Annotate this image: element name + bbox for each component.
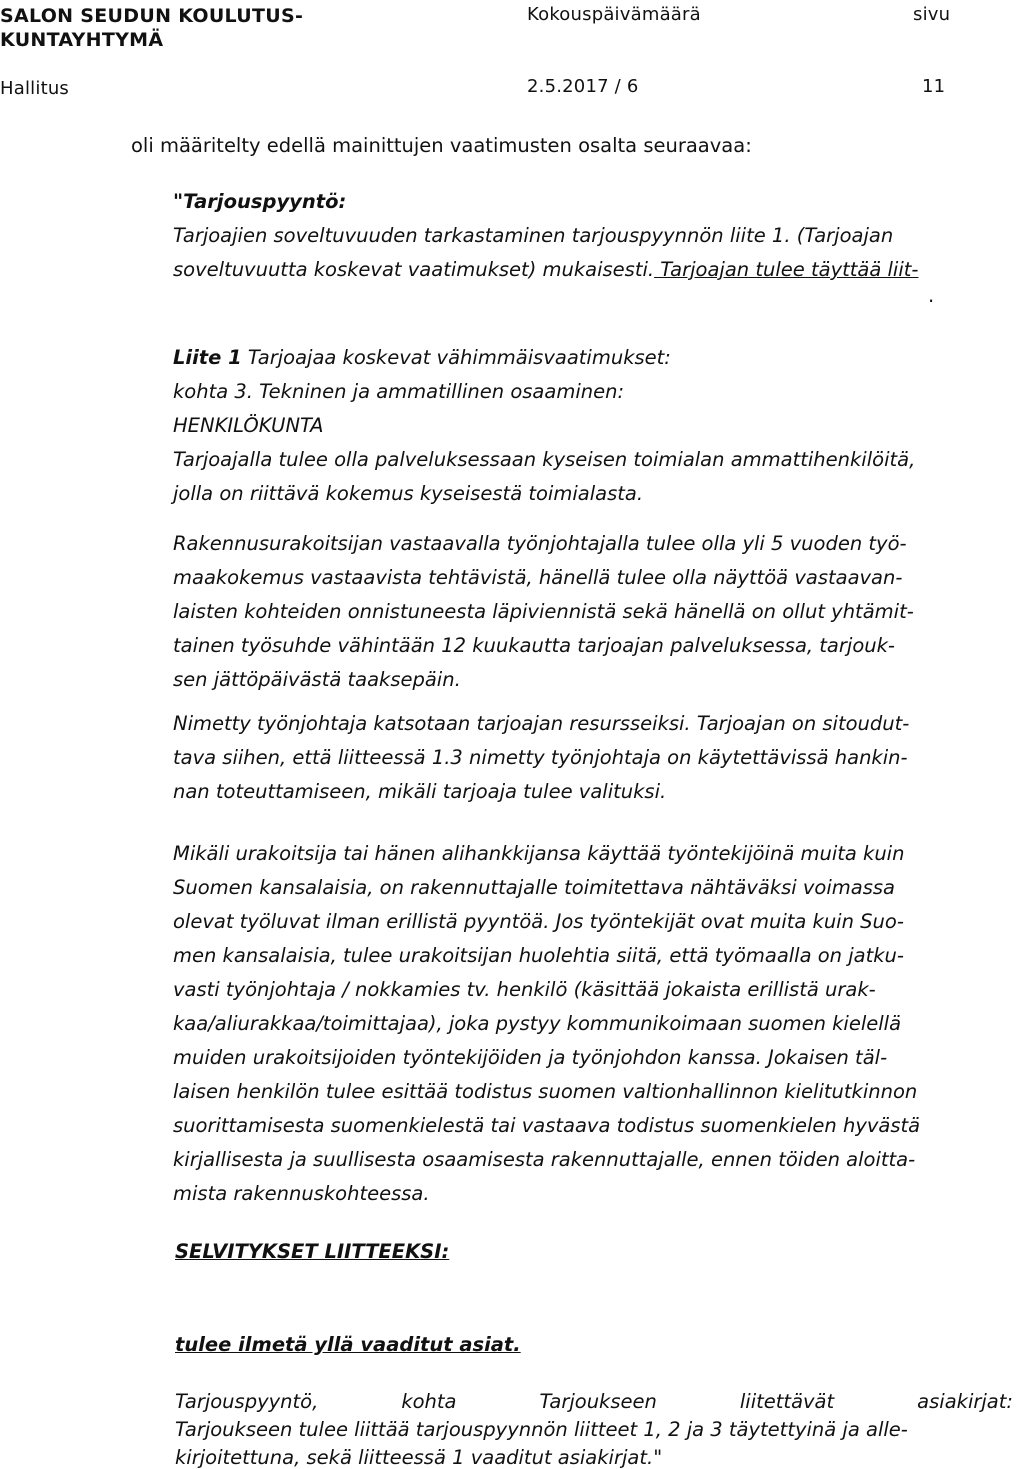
section-heading-selvitykset: SELVITYKSET LIITTEEKSI: — [175, 1240, 450, 1263]
body-name: Hallitus — [0, 78, 70, 99]
page-label: sivu — [913, 4, 951, 25]
paragraph-line: laisen henkilön tulee esittää todistus suomen valtionhallinnon kielitutkinnon — [173, 1080, 918, 1103]
paragraph-line: Nimetty työnjohtaja katsotaan tarjoajan resursseiksi. Tarjoajan on sitoudut- — [173, 712, 910, 735]
appendix-label: Liite 1 — [173, 346, 242, 369]
closing-line — [175, 1390, 1013, 1413]
quote-underlined-part: Tarjoajan tulee täyttää liit- — [654, 258, 919, 281]
paragraph-line: Mikäli urakoitsija tai hänen alihankkijansa käyttää työntekijöinä muita kuin — [173, 842, 905, 865]
paragraph-line: kirjallisesta ja suullisesta osaamisesta rakennuttajalle, ennen töiden aloitta- — [173, 1148, 916, 1171]
appendix-title-text: Tarjoajaa koskevat vähimmäisvaatimukset: — [241, 346, 671, 369]
paragraph-line: tainen työsuhde vähintään 12 kuukautta tarjoajan palveluksessa, tarjouk- — [173, 634, 895, 657]
paragraph-line: tava siihen, että liitteessä 1.3 nimetty työnjohtaja on käytettävissä hankin- — [173, 746, 908, 769]
closing-word: Tarjoukseen — [539, 1390, 657, 1413]
meeting-date: 2.5.2017 / 6 — [527, 76, 639, 97]
paragraph-line: laisten kohteiden onnistuneesta läpiviennistä sekä hänellä on ollut yhtämit- — [173, 600, 914, 623]
quote-line — [173, 258, 918, 281]
closing-word: Tarjouspyyntö, — [175, 1390, 319, 1413]
paragraph-line: mista rakennuskohteessa. — [173, 1182, 430, 1205]
paragraph-line: Suomen kansalaisia, on rakennuttajalle toimitettava nähtäväksi voimassa — [173, 876, 895, 899]
organization-name-line1: SALON SEUDUN KOULUTUS- — [0, 5, 304, 27]
paragraph-line: Rakennusurakoitsijan vastaavalla työnjohtajalla tulee olla yli 5 vuoden työ- — [173, 532, 907, 555]
paragraph-line: men kansalaisia, tulee urakoitsijan huolehtia siitä, että työmaalla on jatku- — [173, 944, 904, 967]
organization-name-line2: KUNTAYHTYMÄ — [0, 29, 164, 51]
paragraph-line: vasti työnjohtaja / nokkamies tv. henkilö (käsittää jokaista erillistä urak- — [173, 978, 876, 1001]
paragraph-line: kaa/aliurakkaa/toimittajaa), joka pystyy kommunikoimaan suomen kielellä — [173, 1012, 902, 1035]
meeting-date-label: Kokouspäivämäärä — [527, 4, 701, 25]
paragraph-line: olevat työluvat ilman erillistä pyyntöä. Jos työntekijät ovat muita kuin Suo- — [173, 910, 904, 933]
appendix-line: kohta 3. Tekninen ja ammatillinen osaaminen: — [173, 380, 625, 403]
paragraph-line: nan toteuttamiseen, mikäli tarjoaja tulee valituksi. — [173, 780, 667, 803]
organization-name — [0, 4, 303, 52]
quote-line: Tarjoajien soveltuvuuden tarkastaminen tarjouspyynnön liite 1. (Tarjoajan — [173, 224, 894, 247]
closing-line: kirjoitettuna, sekä liitteessä 1 vaaditut asiakirjat." — [175, 1446, 663, 1469]
quote-line-part: soveltuvuutta koskevat vaatimukset) mukaisesti. — [173, 258, 655, 281]
paragraph-line: maakokemus vastaavista tehtävistä, hänellä tulee olla näyttöä vastaavan- — [173, 566, 903, 589]
closing-word: kohta — [401, 1390, 457, 1413]
closing-word: liitettävät — [739, 1390, 835, 1413]
section-heading-ilmeta: tulee ilmetä yllä vaaditut asiat. — [175, 1333, 521, 1356]
appendix-line: HENKILÖKUNTA — [173, 414, 324, 437]
paragraph-line: sen jättöpäivästä taaksepäin. — [173, 668, 461, 691]
intro-text: oli määritelty edellä mainittujen vaatimusten osalta seuraavaa: — [131, 134, 752, 157]
quote-heading: "Tarjouspyyntö: — [173, 190, 347, 213]
appendix-line: jolla on riittävä kokemus kyseisestä toimialasta. — [173, 482, 644, 505]
closing-word: asiakirjat: — [917, 1390, 1013, 1413]
closing-line: Tarjoukseen tulee liittää tarjouspyynnön liitteet 1, 2 ja 3 täytettyinä ja alle- — [175, 1418, 908, 1441]
appendix-line: Tarjoajalla tulee olla palveluksessaan kyseisen toimialan ammattihenkilöitä, — [173, 448, 916, 471]
stray-dot: . — [928, 284, 935, 307]
paragraph-line: suorittamisesta suomenkielestä tai vastaava todistus suomenkielen hyvästä — [173, 1114, 921, 1137]
appendix-title — [173, 346, 671, 369]
paragraph-line: muiden urakoitsijoiden työntekijöiden ja työnjohdon kanssa. Jokaisen täl- — [173, 1046, 888, 1069]
page-number: 11 — [922, 76, 946, 97]
